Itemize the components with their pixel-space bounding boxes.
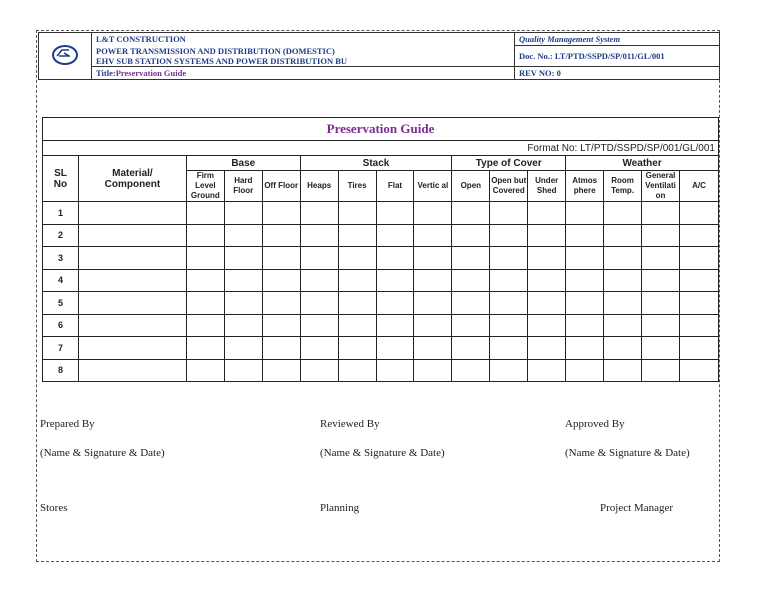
table-row bbox=[43, 224, 719, 247]
group-base: Base bbox=[186, 156, 300, 171]
table-cell[interactable] bbox=[642, 224, 680, 247]
group-weather: Weather bbox=[566, 156, 719, 171]
table-cell[interactable] bbox=[528, 337, 566, 360]
table-cell[interactable] bbox=[680, 359, 719, 382]
table-row bbox=[43, 202, 719, 225]
table-cell[interactable] bbox=[224, 269, 262, 292]
table-cell[interactable] bbox=[490, 224, 528, 247]
col-room-temp: Room Temp. bbox=[604, 171, 642, 202]
table-cell[interactable] bbox=[224, 337, 262, 360]
table-cell[interactable] bbox=[680, 247, 719, 270]
table-cell[interactable] bbox=[300, 292, 338, 315]
table-cell[interactable] bbox=[300, 247, 338, 270]
table-cell[interactable] bbox=[452, 359, 490, 382]
table-cell[interactable] bbox=[604, 337, 642, 360]
table-cell[interactable] bbox=[680, 224, 719, 247]
col-heaps: Heaps bbox=[300, 171, 338, 202]
table-cell[interactable] bbox=[376, 224, 414, 247]
table-cell[interactable] bbox=[78, 269, 186, 292]
table-cell[interactable] bbox=[528, 202, 566, 225]
table-cell[interactable] bbox=[224, 247, 262, 270]
prepared-name-signature: (Name & Signature & Date) bbox=[40, 447, 165, 459]
reviewed-name-signature: (Name & Signature & Date) bbox=[320, 447, 445, 459]
table-cell[interactable] bbox=[338, 292, 376, 315]
table-cell[interactable] bbox=[490, 314, 528, 337]
table-cell[interactable] bbox=[338, 359, 376, 382]
preservation-table bbox=[42, 117, 719, 382]
table-cell[interactable] bbox=[224, 292, 262, 315]
table-cell[interactable] bbox=[452, 224, 490, 247]
table-cell[interactable] bbox=[490, 337, 528, 360]
table-cell[interactable] bbox=[78, 292, 186, 315]
table-title: Preservation Guide bbox=[43, 118, 719, 141]
col-flat: Flat bbox=[376, 171, 414, 202]
table-cell[interactable] bbox=[186, 359, 224, 382]
document-header bbox=[38, 32, 720, 80]
table-cell[interactable] bbox=[186, 224, 224, 247]
table-cell[interactable] bbox=[262, 337, 300, 360]
table-cell[interactable] bbox=[604, 224, 642, 247]
table-cell[interactable] bbox=[452, 269, 490, 292]
doc-number: Doc. No.: LT/PTD/SSPD/SP/011/GL/001 bbox=[515, 46, 720, 67]
table-cell[interactable] bbox=[224, 314, 262, 337]
col-material: Material/ Component bbox=[78, 156, 186, 202]
table-cell[interactable] bbox=[528, 269, 566, 292]
approved-by-label: Approved By bbox=[565, 418, 625, 430]
col-off-floor: Off Floor bbox=[262, 171, 300, 202]
project-manager-label: Project Manager bbox=[600, 502, 673, 514]
table-row bbox=[43, 359, 719, 382]
row-sl-number: 5 bbox=[43, 292, 79, 315]
table-cell[interactable] bbox=[528, 292, 566, 315]
col-atmosphere: Atmos phere bbox=[566, 171, 604, 202]
qms-label: Quality Management System bbox=[515, 33, 720, 46]
table-cell[interactable] bbox=[78, 314, 186, 337]
table-cell[interactable] bbox=[604, 269, 642, 292]
col-firm-level-ground: Firm Level Ground bbox=[186, 171, 224, 202]
table-row bbox=[43, 269, 719, 292]
table-cell[interactable] bbox=[490, 269, 528, 292]
table-cell[interactable] bbox=[186, 314, 224, 337]
table-cell[interactable] bbox=[528, 224, 566, 247]
table-cell[interactable] bbox=[414, 359, 452, 382]
table-cell[interactable] bbox=[414, 269, 452, 292]
table-cell[interactable] bbox=[338, 224, 376, 247]
table-cell[interactable] bbox=[376, 314, 414, 337]
table-cell[interactable] bbox=[528, 314, 566, 337]
table-cell[interactable] bbox=[300, 269, 338, 292]
table-cell[interactable] bbox=[452, 247, 490, 270]
revision-number: REV NO: 0 bbox=[515, 66, 720, 79]
group-stack: Stack bbox=[300, 156, 452, 171]
table-cell[interactable] bbox=[566, 314, 604, 337]
table-cell[interactable] bbox=[376, 269, 414, 292]
table-cell[interactable] bbox=[262, 292, 300, 315]
planning-label: Planning bbox=[320, 502, 360, 514]
table-cell[interactable] bbox=[566, 269, 604, 292]
table-cell[interactable] bbox=[186, 337, 224, 360]
table-cell[interactable] bbox=[338, 314, 376, 337]
company-logo-icon bbox=[52, 45, 78, 65]
division-name: POWER TRANSMISSION AND DISTRIBUTION (DOMESTIC) bbox=[92, 46, 515, 56]
table-cell[interactable] bbox=[300, 224, 338, 247]
table-cell[interactable] bbox=[604, 314, 642, 337]
row-sl-number: 7 bbox=[43, 337, 79, 360]
table-cell[interactable] bbox=[224, 359, 262, 382]
table-cell[interactable] bbox=[78, 337, 186, 360]
table-cell[interactable] bbox=[300, 314, 338, 337]
row-sl-number: 8 bbox=[43, 359, 79, 382]
col-hard-floor: Hard Floor bbox=[224, 171, 262, 202]
table-cell[interactable] bbox=[414, 224, 452, 247]
table-cell[interactable] bbox=[604, 202, 642, 225]
table-cell[interactable] bbox=[642, 202, 680, 225]
col-open: Open bbox=[452, 171, 490, 202]
row-sl-number: 6 bbox=[43, 314, 79, 337]
table-cell[interactable] bbox=[566, 292, 604, 315]
table-cell[interactable] bbox=[186, 202, 224, 225]
table-cell[interactable] bbox=[262, 202, 300, 225]
table-row bbox=[43, 292, 719, 315]
table-cell[interactable] bbox=[566, 337, 604, 360]
table-cell[interactable] bbox=[300, 337, 338, 360]
table-cell[interactable] bbox=[490, 359, 528, 382]
table-cell[interactable] bbox=[414, 337, 452, 360]
table-cell[interactable] bbox=[642, 359, 680, 382]
col-general-ventilation: General Ventilati on bbox=[642, 171, 680, 202]
table-cell[interactable] bbox=[338, 269, 376, 292]
table-cell[interactable] bbox=[186, 292, 224, 315]
table-cell[interactable] bbox=[262, 314, 300, 337]
table-cell[interactable] bbox=[642, 337, 680, 360]
table-cell[interactable] bbox=[642, 269, 680, 292]
table-row bbox=[43, 314, 719, 337]
table-row bbox=[43, 247, 719, 270]
table-cell[interactable] bbox=[642, 314, 680, 337]
approved-name-signature: (Name & Signature & Date) bbox=[565, 447, 690, 459]
company-logo-cell bbox=[39, 33, 92, 80]
table-cell[interactable] bbox=[224, 202, 262, 225]
table-cell[interactable] bbox=[490, 247, 528, 270]
table-cell[interactable] bbox=[414, 202, 452, 225]
table-cell[interactable] bbox=[680, 337, 719, 360]
table-cell[interactable] bbox=[452, 202, 490, 225]
table-cell[interactable] bbox=[566, 202, 604, 225]
table-cell[interactable] bbox=[490, 202, 528, 225]
table-cell[interactable] bbox=[566, 224, 604, 247]
table-cell[interactable] bbox=[604, 292, 642, 315]
col-tires: Tires bbox=[338, 171, 376, 202]
table-row bbox=[43, 337, 719, 360]
company-name: L&T CONSTRUCTION bbox=[92, 33, 515, 46]
table-cell[interactable] bbox=[338, 202, 376, 225]
table-cell[interactable] bbox=[78, 359, 186, 382]
table-cell[interactable] bbox=[642, 292, 680, 315]
table-cell[interactable] bbox=[376, 292, 414, 315]
row-sl-number: 3 bbox=[43, 247, 79, 270]
stores-label: Stores bbox=[40, 502, 68, 514]
table-cell[interactable] bbox=[376, 247, 414, 270]
table-cell[interactable] bbox=[452, 314, 490, 337]
table-cell[interactable] bbox=[338, 337, 376, 360]
table-cell[interactable] bbox=[566, 359, 604, 382]
table-cell[interactable] bbox=[78, 224, 186, 247]
table-cell[interactable] bbox=[186, 247, 224, 270]
table-cell[interactable] bbox=[338, 247, 376, 270]
group-type-of-cover: Type of Cover bbox=[452, 156, 566, 171]
format-number: Format No: LT/PTD/SSPD/SP/001/GL/001 bbox=[43, 141, 719, 156]
table-cell[interactable] bbox=[452, 337, 490, 360]
table-cell[interactable] bbox=[414, 292, 452, 315]
table-cell[interactable] bbox=[78, 247, 186, 270]
table-cell[interactable] bbox=[186, 269, 224, 292]
table-cell[interactable] bbox=[414, 314, 452, 337]
table-cell[interactable] bbox=[680, 292, 719, 315]
table-cell[interactable] bbox=[642, 247, 680, 270]
table-cell[interactable] bbox=[376, 202, 414, 225]
table-cell[interactable] bbox=[680, 269, 719, 292]
col-ac: A/C bbox=[680, 171, 719, 202]
row-sl-number: 2 bbox=[43, 224, 79, 247]
table-cell[interactable] bbox=[262, 224, 300, 247]
prepared-by-label: Prepared By bbox=[40, 418, 95, 430]
table-cell[interactable] bbox=[262, 247, 300, 270]
table-cell[interactable] bbox=[78, 202, 186, 225]
table-cell[interactable] bbox=[300, 202, 338, 225]
table-cell[interactable] bbox=[376, 337, 414, 360]
table-cell[interactable] bbox=[490, 292, 528, 315]
col-vertical: Vertic al bbox=[414, 171, 452, 202]
table-cell[interactable] bbox=[566, 247, 604, 270]
col-sl-no: SL No bbox=[43, 156, 79, 202]
reviewed-by-label: Reviewed By bbox=[320, 418, 380, 430]
col-open-but-covered: Open but Covered bbox=[490, 171, 528, 202]
col-under-shed: Under Shed bbox=[528, 171, 566, 202]
table-cell[interactable] bbox=[262, 269, 300, 292]
table-cell[interactable] bbox=[224, 224, 262, 247]
table-cell[interactable] bbox=[680, 314, 719, 337]
table-cell[interactable] bbox=[452, 292, 490, 315]
table-cell[interactable] bbox=[528, 359, 566, 382]
table-cell[interactable] bbox=[680, 202, 719, 225]
document-title: Title:Preservation Guide bbox=[92, 66, 515, 79]
table-cell[interactable] bbox=[376, 359, 414, 382]
table-cell[interactable] bbox=[604, 247, 642, 270]
table-cell[interactable] bbox=[414, 247, 452, 270]
bu-name: EHV SUB STATION SYSTEMS AND POWER DISTRIBUTION BU bbox=[92, 56, 515, 67]
row-sl-number: 4 bbox=[43, 269, 79, 292]
table-cell[interactable] bbox=[528, 247, 566, 270]
row-sl-number: 1 bbox=[43, 202, 79, 225]
table-cell[interactable] bbox=[300, 359, 338, 382]
table-cell[interactable] bbox=[262, 359, 300, 382]
table-cell[interactable] bbox=[604, 359, 642, 382]
